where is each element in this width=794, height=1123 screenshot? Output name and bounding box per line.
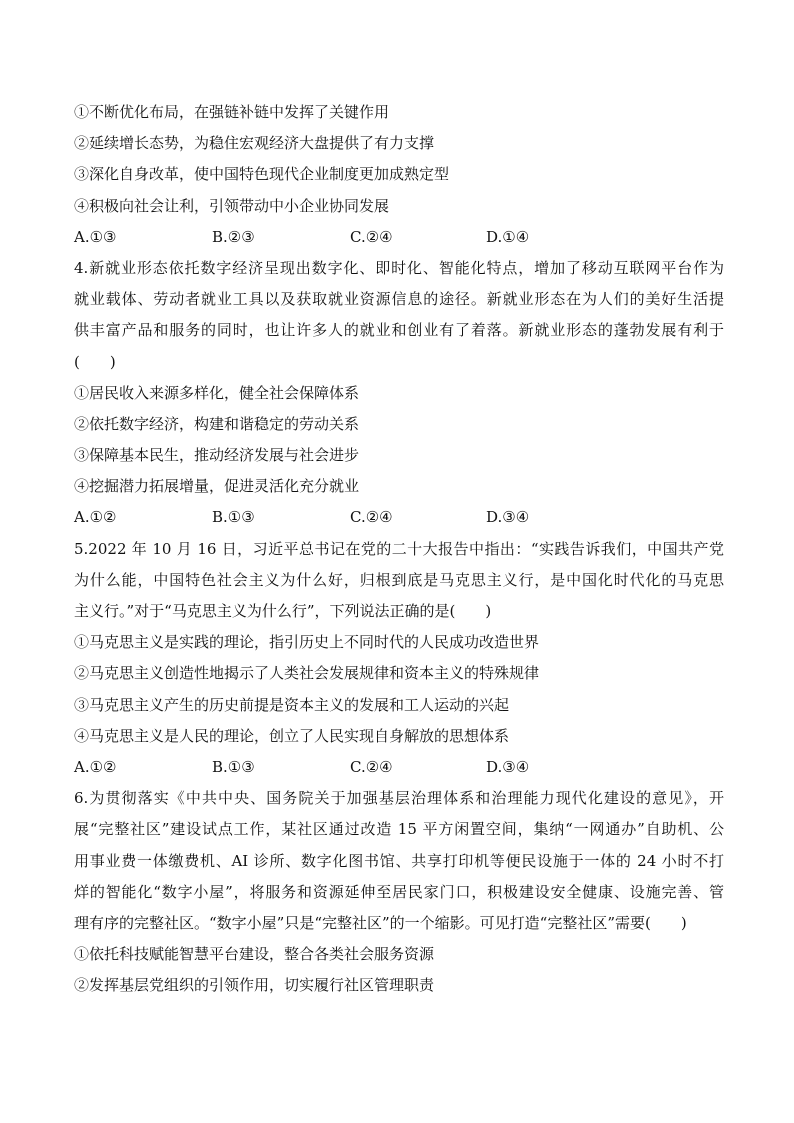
- q5-stem-line-3: 主义行。”对于“马克思主义为什么行”，下列说法正确的是( ): [74, 602, 492, 620]
- q3-option-d[interactable]: D.①④: [486, 227, 530, 246]
- q4-stem-line-1: 4.新就业形态依托数字经济呈现出数字化、即时化、智能化特点，增加了移动互联网平台作为: [74, 258, 724, 277]
- q6-statement-2: ②发挥基层党组织的引领作用，切实履行社区管理职责: [74, 976, 435, 995]
- q5-statement-1: ①马克思主义是实践的理论，指引历史上不同时代的人民成功改造世界: [74, 633, 540, 652]
- q4-stem-line-3: 供丰富产品和服务的同时，也让许多人的就业和创业有了着落。新就业形态的蓬勃发展有利于: [74, 321, 724, 340]
- q4-stem-line-2: 就业载体、劳动者就业工具以及获取就业资源信息的途径。新就业形态在为人们的美好生活提: [74, 290, 724, 309]
- q4-statement-4: ④挖掘潜力拓展增量，促进灵活化充分就业: [74, 477, 360, 496]
- q3-statement-2: ②延续增长态势，为稳住宏观经济大盘提供了有力支撑: [74, 134, 435, 153]
- q5-stem-line-2: 为什么能，中国特色社会主义为什么好，归根到底是马克思主义行，是中国化时代化的马克思: [74, 570, 724, 589]
- q5-option-a[interactable]: A.①②: [74, 757, 117, 776]
- q4-answer-blank: ( ): [74, 352, 116, 371]
- page-content: [74, 97, 724, 1001]
- q3-option-a[interactable]: A.①③: [74, 227, 117, 246]
- q3-option-b[interactable]: B.②③: [212, 227, 255, 246]
- q6-stem-line-2: 展“完整社区”建设试点工作，某社区通过改造 15 平方闲置空间，集纳“一网通办”自助机、公: [74, 820, 724, 839]
- q6-stem-line-4: 烊的智能化“数字小屋”，将服务和资源延伸至居民家门口，积极建设安全健康、设施完善、管: [74, 882, 724, 901]
- q3-options: [74, 222, 724, 253]
- q6-statement-1: ①依托科技赋能智慧平台建设，整合各类社会服务资源: [74, 945, 435, 964]
- q4-options: [74, 502, 724, 533]
- q5-option-d[interactable]: D.③④: [486, 757, 530, 776]
- q4-stem: [74, 253, 724, 378]
- q3-statement-3: ③深化自身改革，使中国特色现代企业制度更加成熟定型: [74, 165, 450, 184]
- q5-option-c[interactable]: C.②④: [350, 757, 393, 776]
- q4-option-d[interactable]: D.③④: [486, 508, 530, 527]
- q3-option-c[interactable]: C.②④: [350, 227, 393, 246]
- q5-stem: [74, 534, 724, 628]
- q4-statement-2: ②依托数字经济，构建和谐稳定的劳动关系: [74, 414, 360, 433]
- q5-stem-line-1: 5.2022 年 10 月 16 日，习近平总书记在党的二十大报告中指出：“实践告诉我们，中国共产党: [74, 539, 724, 558]
- q3-statement-4: ④积极向社会让利，引领带动中小企业协同发展: [74, 196, 390, 215]
- q4-option-c[interactable]: C.②④: [350, 508, 393, 527]
- q4-option-b[interactable]: B.①③: [212, 508, 255, 527]
- q5-options: [74, 752, 724, 783]
- q3-statement-1: ①不断优化布局，在强链补链中发挥了关键作用: [74, 103, 390, 121]
- q6-statements: [74, 939, 724, 1001]
- q6-stem: [74, 783, 724, 939]
- q4-statement-1: ①居民收入来源多样化，健全社会保障体系: [74, 383, 360, 402]
- q4-option-a[interactable]: A.①②: [74, 508, 117, 527]
- q5-statement-4: ④马克思主义是人民的理论，创立了人民实现自身解放的思想体系: [74, 726, 510, 745]
- q3-statements: [74, 97, 724, 222]
- q6-stem-line-1: 6.为贯彻落实《中共中央、国务院关于加强基层治理体系和治理能力现代化建设的意见》，开: [74, 789, 724, 808]
- q5-statement-2: ②马克思主义创造性地揭示了人类社会发展规律和资本主义的特殊规律: [74, 664, 540, 683]
- q5-statements: [74, 627, 724, 752]
- q5-option-b[interactable]: B.①③: [212, 757, 255, 776]
- q6-stem-line-5: 理有序的完整社区。“数字小屋”只是“完整社区”的一个缩影。可见打造“完整社区”需要( ): [74, 913, 687, 932]
- q6-stem-line-3: 用事业费一体缴费机、AI 诊所、数字化图书馆、共享打印机等便民设施于一体的 24 小时不打: [74, 851, 724, 870]
- q4-statements: [74, 378, 724, 503]
- q4-statement-3: ③保障基本民生，推动经济发展与社会进步: [74, 446, 360, 465]
- q5-statement-3: ③马克思主义产生的历史前提是资本主义的发展和工人运动的兴起: [74, 695, 510, 714]
